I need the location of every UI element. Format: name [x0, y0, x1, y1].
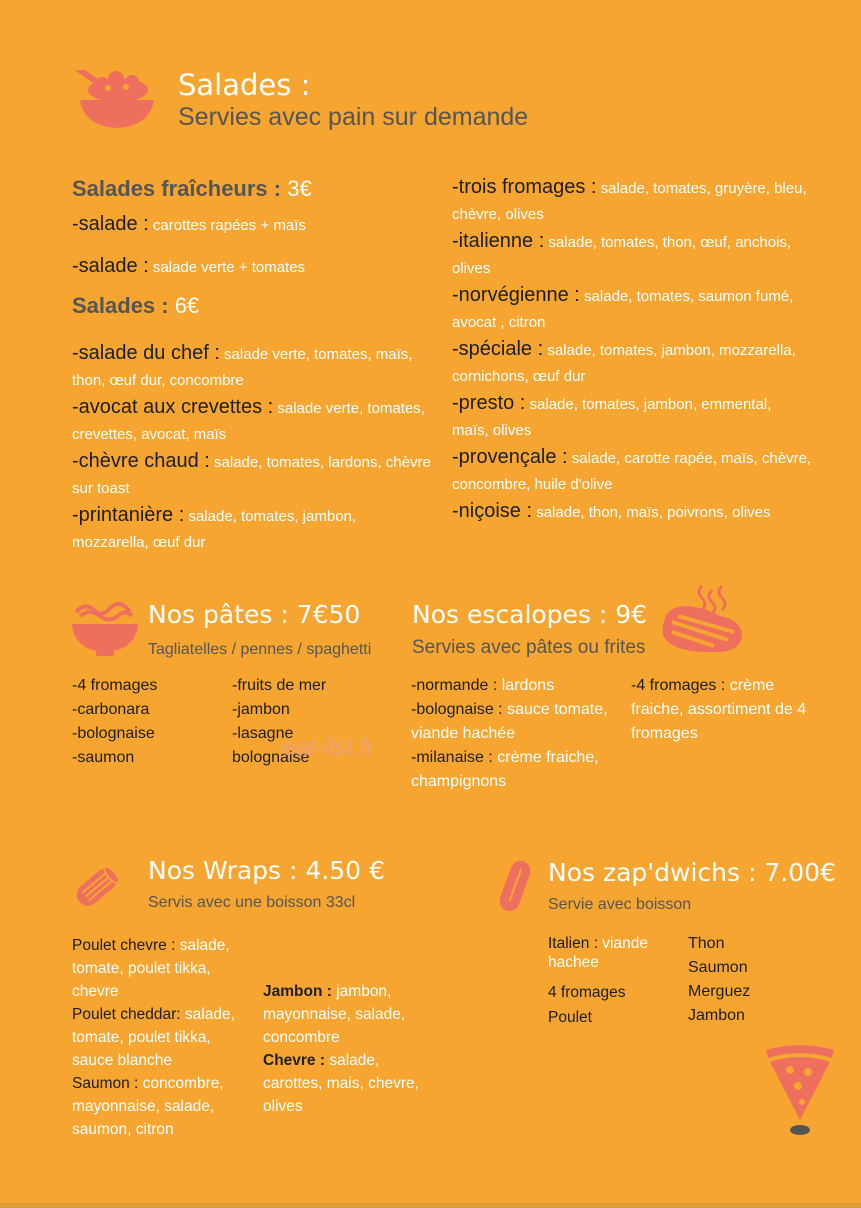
- menu-item: [263, 1049, 433, 1118]
- menu-item: [411, 698, 611, 746]
- item-name: Saumon :: [72, 1075, 139, 1092]
- pates-col1: [72, 674, 222, 770]
- item-name: Italien :: [548, 935, 598, 952]
- menu-item: [631, 674, 821, 746]
- item-desc: salade, tomates, jambon, mozzarella, cornichons, œuf dur: [452, 342, 796, 385]
- section-price: 7.00€: [764, 858, 836, 887]
- menu-item: [263, 980, 433, 1049]
- menu-item: [72, 1003, 244, 1072]
- item-desc: salade verte, tomates, crevettes, avocat, maïs: [72, 400, 425, 443]
- item-name: Jambon :: [263, 983, 332, 1000]
- item-name: -presto :: [452, 392, 526, 414]
- item-name: -4 fromages :: [631, 677, 726, 694]
- list-item: Saumon: [688, 959, 748, 976]
- list-item: Jambon: [688, 1007, 745, 1024]
- section-price: 7€50: [296, 600, 361, 629]
- menu-item: [548, 934, 668, 972]
- item-desc: salade, thon, maïs, poivrons, olives: [536, 504, 771, 521]
- category-label: Salades fraîcheurs :: [72, 176, 282, 201]
- menu-item: [72, 211, 432, 239]
- item-name: Poulet cheddar:: [72, 1006, 181, 1023]
- sandwich-icon: [496, 858, 534, 914]
- item-desc: salade, tomates, jambon, emmental, maïs, olives: [452, 396, 772, 439]
- zapdwichs-title: [548, 858, 836, 887]
- salades-right-list: [452, 174, 812, 526]
- item-name: -niçoise :: [452, 500, 533, 522]
- item-name: -bolognaise :: [411, 701, 503, 718]
- wraps-col2: [263, 980, 433, 1118]
- item-desc: salade, carotte rapée, maïs, chèvre, concombre, huile d'olive: [452, 450, 812, 493]
- list-item: -carbonara: [72, 701, 150, 718]
- salades-title: Salades :: [178, 68, 311, 102]
- section-price: 4.50 €: [305, 856, 385, 885]
- item-name: Chevre :: [263, 1052, 326, 1069]
- menu-item: [72, 502, 432, 556]
- pates-subtitle: Tagliatelles / pennes / spaghetti: [148, 641, 372, 658]
- list-item: -4 fromages: [72, 677, 158, 694]
- section-price: 9€: [615, 600, 648, 629]
- wrap-icon: [68, 858, 126, 916]
- escalopes-list: [411, 674, 611, 794]
- menu-item: [411, 746, 611, 794]
- salades-subtitle: Servies avec pain sur demande: [178, 103, 529, 131]
- list-item: bolognaise: [232, 749, 310, 766]
- item-desc: salade, tomates, saumon fumé, avocat , citron: [452, 288, 794, 331]
- list-item: Poulet: [548, 1009, 592, 1026]
- category-price: 6€: [174, 293, 200, 318]
- section-label: Nos zap'dwichs :: [548, 858, 757, 887]
- salad-bowl-icon: [72, 70, 156, 132]
- list-item: -saumon: [72, 749, 135, 766]
- item-desc: carottes rapées + maïs: [152, 217, 306, 234]
- watermark: eat-list.fr: [282, 734, 375, 761]
- item-name: -provençale :: [452, 446, 568, 468]
- list-item: Merguez: [688, 983, 751, 1000]
- item-name: -italienne :: [452, 230, 545, 252]
- item-desc: salade, tomate, poulet tikka, sauce blanche: [72, 1006, 235, 1069]
- item-name: -trois fromages :: [452, 176, 597, 198]
- item-desc: crème fraiche, assortiment de 4 fromages: [631, 677, 807, 742]
- item-name: -salade :: [72, 213, 149, 235]
- list-item: -lasagne: [232, 725, 294, 742]
- wraps-title: [148, 856, 385, 885]
- item-name: -avocat aux crevettes :: [72, 396, 274, 418]
- menu-item: [452, 444, 812, 498]
- list-item: -bolognaise: [72, 725, 155, 742]
- item-desc: salade, tomate, poulet tikka, chevre: [72, 937, 230, 1000]
- salades-fraicheurs-heading: [72, 176, 312, 202]
- item-desc: salade, tomates, thon, œuf, anchois, olives: [452, 234, 792, 277]
- zapdwichs-col1: [548, 980, 668, 1030]
- menu-item: [72, 394, 432, 448]
- pates-title: [148, 600, 360, 629]
- steak-icon: [658, 582, 748, 658]
- item-name: -normande :: [411, 677, 498, 694]
- menu-item: [452, 336, 812, 390]
- wraps-col1: [72, 934, 244, 1141]
- item-desc: sauce tomate, viande hachée: [411, 701, 608, 742]
- category-price: 3€: [287, 176, 312, 201]
- item-name: -salade du chef :: [72, 342, 220, 364]
- zapdwichs-col2: [688, 932, 788, 1028]
- menu-item: [452, 228, 812, 282]
- item-desc: salade, tomates, jambon, mozzarella, œuf dur: [72, 508, 357, 551]
- list-item: 4 fromages: [548, 984, 626, 1001]
- menu-item: [72, 253, 432, 281]
- menu-item: [452, 282, 812, 336]
- escalopes-subtitle: Servies avec pâtes ou frites: [412, 637, 646, 658]
- item-desc: salade verte, tomates, maïs, thon, œuf dur, concombre: [72, 346, 413, 389]
- item-name: -salade :: [72, 255, 149, 277]
- list-item: Thon: [688, 935, 725, 952]
- menu-item: [72, 448, 432, 502]
- item-name: -spéciale :: [452, 338, 544, 360]
- pasta-bowl-icon: [70, 600, 140, 658]
- item-desc: crème fraiche, champignons: [411, 749, 599, 790]
- section-label: Nos Wraps :: [148, 856, 298, 885]
- pizza-slice-icon: [762, 1044, 838, 1138]
- item-desc: salade, tomates, lardons, chèvre sur toast: [72, 454, 431, 497]
- menu-item: [72, 934, 244, 1003]
- menu-item: [411, 674, 611, 698]
- item-desc: salade verte + tomates: [152, 259, 306, 276]
- section-label: Nos escalopes :: [412, 600, 608, 629]
- item-desc: salade, carottes, mais, chevre, olives: [263, 1052, 419, 1115]
- section-label: Nos pâtes :: [148, 600, 289, 629]
- wraps-subtitle: Servis avec une boisson 33cl: [148, 894, 356, 911]
- item-desc: salade, tomates, gruyère, bleu, chèvre, olives: [452, 180, 807, 223]
- item-name: -chèvre chaud :: [72, 450, 210, 472]
- menu-item: [72, 340, 432, 394]
- item-name: -norvégienne :: [452, 284, 580, 306]
- menu-item: [452, 498, 812, 526]
- item-name: -printanière :: [72, 504, 185, 526]
- salades-left-list: [72, 340, 432, 556]
- escalopes-title: [412, 600, 647, 629]
- zapdwichs-subtitle: Servie avec boisson: [548, 896, 692, 913]
- item-name: Poulet chevre :: [72, 937, 176, 954]
- salades-heading: [72, 293, 199, 319]
- menu-item: [72, 1072, 244, 1141]
- item-desc: concombre, mayonnaise, salade, saumon, citron: [72, 1075, 224, 1138]
- item-desc: viande hachee: [548, 935, 648, 971]
- category-label: Salades :: [72, 293, 169, 318]
- menu-item: [452, 390, 812, 444]
- item-desc: lardons: [501, 677, 555, 694]
- item-desc: jambon, mayonnaise, salade, concombre: [263, 983, 406, 1046]
- item-name: -milanaise :: [411, 749, 493, 766]
- bottom-border: [0, 1203, 861, 1208]
- list-item: -fruits de mer: [232, 677, 327, 694]
- list-item: -jambon: [232, 701, 290, 718]
- menu-item: [452, 174, 812, 228]
